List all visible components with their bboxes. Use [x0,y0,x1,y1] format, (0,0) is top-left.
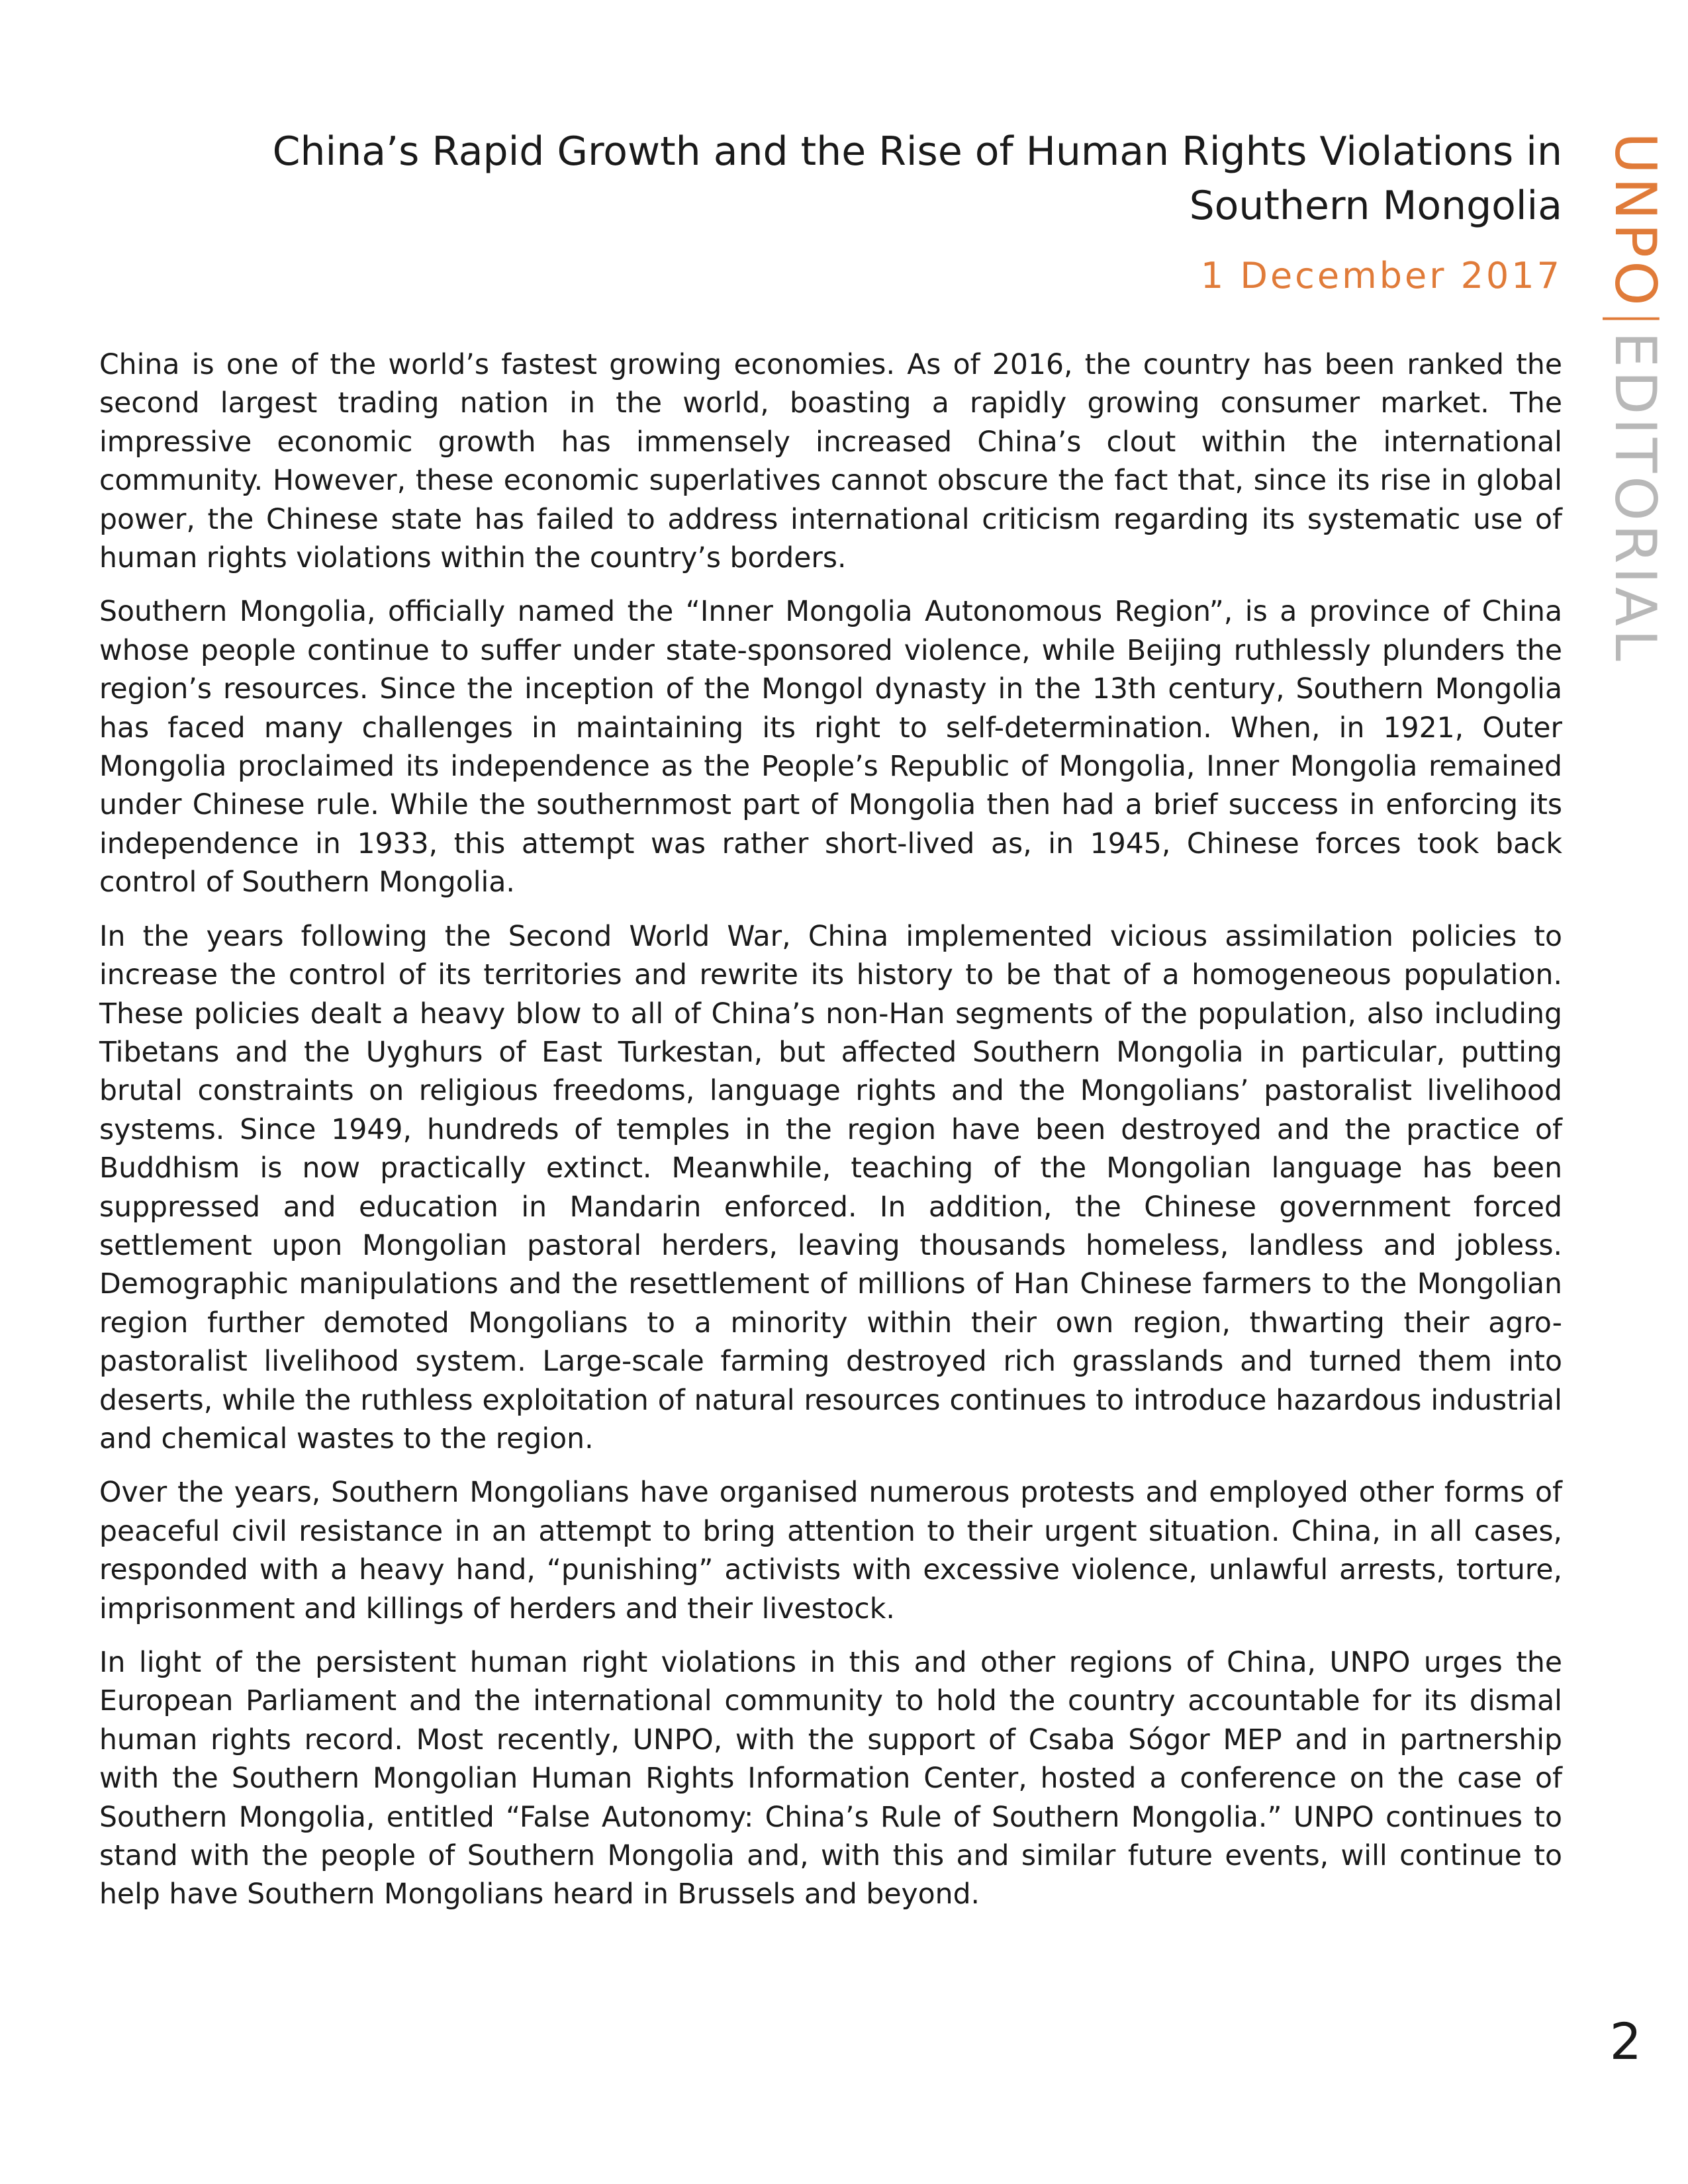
paragraph-4: Over the years, Southern Mongolians have organised numerous protests and employed other forms of peaceful civil resistance in an attempt to bring attention to their urgent situation. China, in all cases, responded with a heavy hand, “punishing” activists with excessive violence, unlawful arrests, torture, imprisonment and killings of herders and their livestock. [99,1477,1562,1625]
paragraph-2: Southern Mongolia, officially named the “Inner Mongolia Autonomous Region”, is a province of China whose people continue to suffer under state-sponsored violence, while Beijing ruthlessly plunders the region’s resources. Since the inception of the Mongol dynasty in the 13th century, Southern Mongolia has faced many challenges in maintaining its right to self-determination. When, in 1921, Outer Mongolia proclaimed its independence as the People’s Republic of Mongolia, Inner Mongolia remained under Chinese rule. While the southernmost part of Mongolia then had a brief success in enforcing its independence in 1933, this attempt was rather short-lived as, in 1945, Chinese forces took back control of Southern Mongolia. [99,596,1562,899]
publication-date: 1 December 2017 [1200,255,1562,296]
sidebar-section-name: EDITORIAL [1602,331,1668,664]
page-title-line-2: Southern Mongolia [1189,183,1562,229]
page-title-line-1: China’s Rapid Growth and the Rise of Human Rights Violations in [272,128,1562,175]
page-number: 2 [1609,2012,1642,2071]
sidebar-org-name: UNPO [1602,132,1668,309]
article-body [99,346,1562,1930]
sidebar-separator: | [1602,308,1668,332]
paragraph-1: China is one of the world’s fastest growing economies. As of 2016, the country has been ranked the second largest trading nation in the world, boasting a rapidly growing consumer market. The impressive economic growth has immensely increased China’s clout within the international community. However, these economic superlatives cannot obscure the fact that, since its rise in global power, the Chinese state has failed to address international criticism regarding its systematic use of human rights violations within the country’s borders. [99,349,1562,575]
sidebar-brand [1589,132,1681,664]
paragraph-3: In the years following the Second World War, China implemented vicious assimilation policies to increase the control of its territories and rewrite its history to be that of a homogeneous population. These policies dealt a heavy blow to all of China’s non-Han segments of the population, also including Tibetans and the Uyghurs of East Turkestan, but affected Southern Mongolia in particular, putting brutal constraints on religious freedoms, language rights and the Mongolians’ pastoralist livelihood systems. Since 1949, hundreds of temples in the region have been destroyed and the practice of Buddhism is now practically extinct. Meanwhile, teaching of the Mongolian language has been suppressed and education in Mandarin enforced. In addition, the Chinese government forced settlement upon Mongolian pastoral herders, leaving thousands homeless, landless and jobless. Demographic manipulations and the resettlement of millions of Han Chinese farmers to the Mongolian region further demoted Mongolians to a minority within their own region, thwarting their agro-pastoralist livelihood system. Large-scale farming destroyed rich grasslands and turned them into deserts, while the ruthless exploitation of natural resources continues to introduce hazardous industrial and chemical wastes to the region. [99,920,1562,1455]
page-title [99,124,1562,233]
paragraph-5: In light of the persistent human right violations in this and other regions of China, UNPO urges the European Parliament and the international community to hold the country accountable for its dismal human rights record. Most recently, UNPO, with the support of Csaba Sógor MEP and in partnership with the Southern Mongolian Human Rights Information Center, hosted a conference on the case of Southern Mongolia, entitled “False Autonomy: China’s Rule of Southern Mongolia.” UNPO continues to stand with the people of Southern Mongolia and, with this and similar future events, will continue to help have Southern Mongolians heard in Brussels and beyond. [99,1647,1562,1911]
